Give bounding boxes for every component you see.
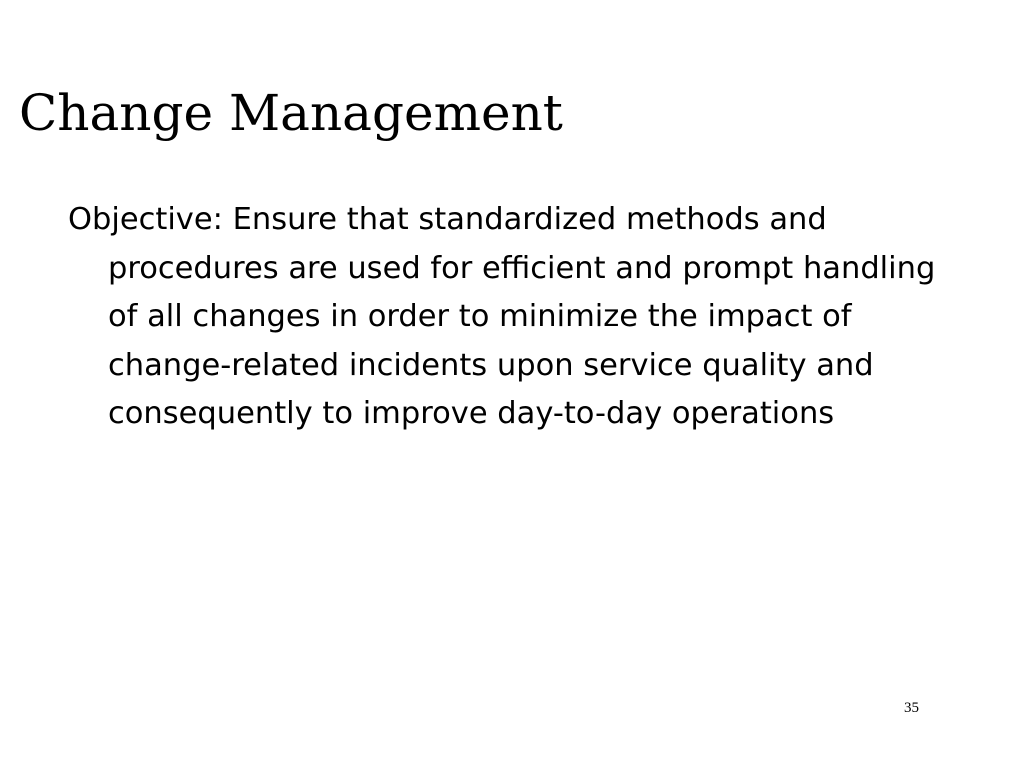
objective-paragraph: Objective: Ensure that standardized methods and procedures are used for efficient and prompt handling of all changes in order to minimize the impact of change-related incidents upon service quality and consequently to improve day-to-day operations — [68, 202, 936, 431]
slide-title: Change Management — [19, 84, 563, 142]
slide-number: 35 — [904, 700, 919, 716]
